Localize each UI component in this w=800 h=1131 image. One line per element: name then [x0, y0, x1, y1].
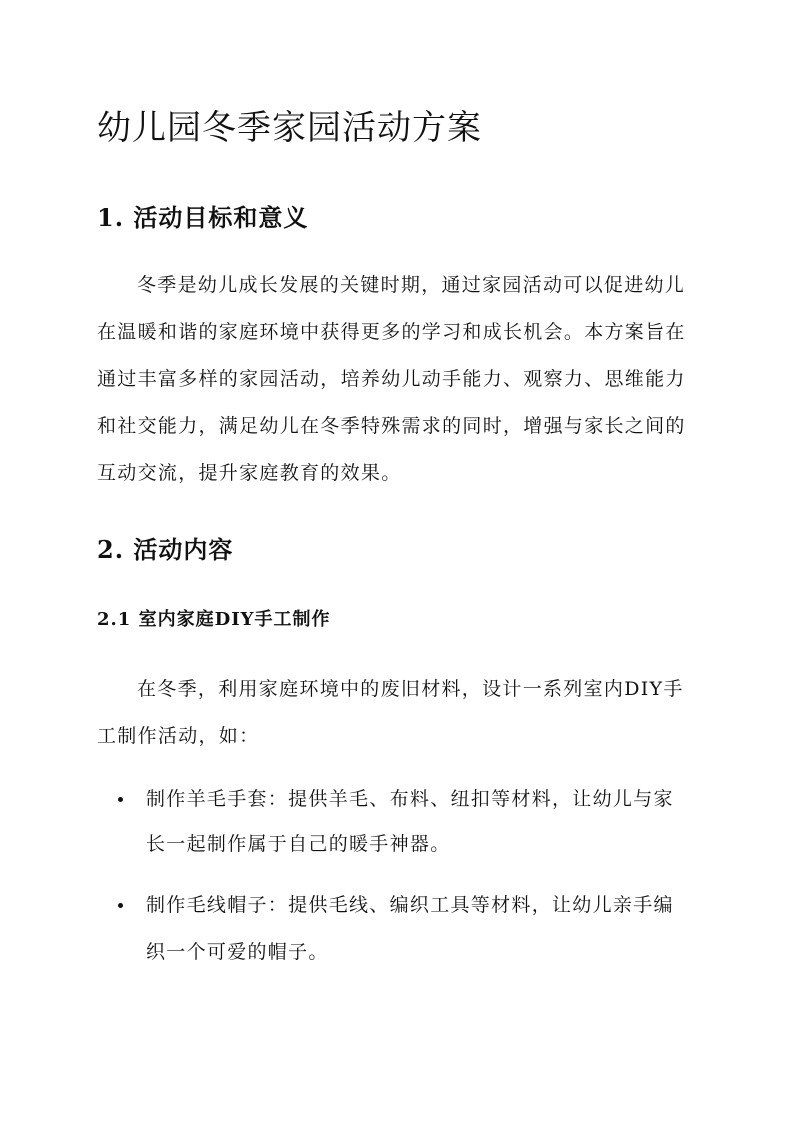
document-title: 幼儿园冬季家园活动方案	[97, 108, 482, 148]
bullet-line: 织一个可爱的帽子。	[146, 941, 329, 963]
bullet-icon	[118, 797, 123, 802]
paragraph-line: 在冬季，利用家庭环境中的废旧材料，设计一系列室内DIY手	[137, 678, 684, 700]
subsection-2-1-heading: 2.1 室内家庭DIY手工制作	[97, 609, 331, 630]
paragraph-line: 在温暖和谐的家庭环境中获得更多的学习和成长机会。本方案旨在	[97, 321, 686, 343]
paragraph-line: 工制作活动，如：	[97, 725, 260, 747]
bullet-line: 制作羊毛手套：提供羊毛、布料、纽扣等材料，让幼儿与家	[146, 788, 674, 810]
paragraph-line: 冬季是幼儿成长发展的关键时期，通过家园活动可以促进幼儿	[137, 274, 686, 296]
paragraph-line: 通过丰富多样的家园活动，培养幼儿动手能力、观察力、思维能力	[97, 368, 686, 390]
paragraph-line: 和社交能力，满足幼儿在冬季特殊需求的同时，增强与家长之间的	[97, 415, 686, 437]
paragraph-line: 互动交流，提升家庭教育的效果。	[97, 462, 402, 484]
section-1-heading: 1. 活动目标和意义	[97, 203, 309, 232]
bullet-line: 长一起制作属于自己的暖手神器。	[146, 833, 451, 855]
bullet-line: 制作毛线帽子：提供毛线、编织工具等材料，让幼儿亲手编	[146, 894, 674, 916]
bullet-icon	[118, 903, 123, 908]
section-2-heading: 2. 活动内容	[97, 535, 234, 564]
